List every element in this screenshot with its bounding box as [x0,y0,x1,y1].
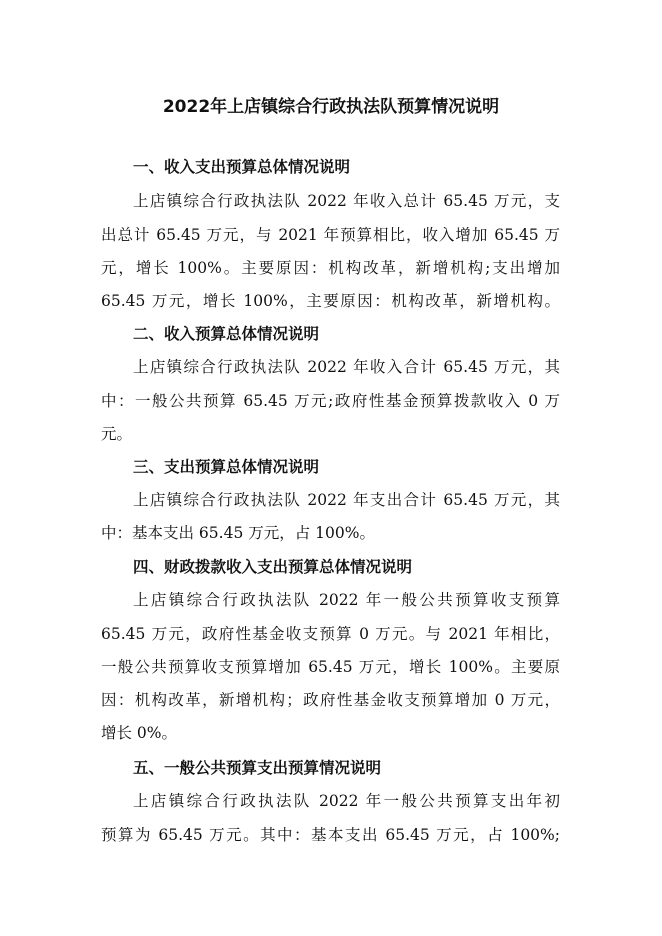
paragraph-line: 65.45 万元，增长 100%，主要原因：机构改革，新增机构。 [101,292,560,310]
section-1-heading: 一、收入支出预算总体情况说明 [133,158,351,176]
section-3-heading: 三、支出预算总体情况说明 [133,458,320,476]
paragraph-line: 增长 0%。 [101,724,178,742]
paragraph-line: 上店镇综合行政执法队 2022 年一般公共预算支出年初 [133,792,560,810]
paragraph-line: 上店镇综合行政执法队 2022 年一般公共预算收支预算 [133,591,560,609]
paragraph-line: 元，增长 100%。主要原因：机构改革，新增机构;支出增加 [101,259,560,277]
paragraph-line: 上店镇综合行政执法队 2022 年支出合计 65.45 万元，其 [133,491,560,509]
paragraph-line: 中：基本支出 65.45 万元，占 100%。 [101,524,375,542]
paragraph-line: 元。 [101,425,133,443]
section-5-heading: 五、一般公共预算支出预算情况说明 [133,759,382,777]
paragraph-line: 上店镇综合行政执法队 2022 年收入总计 65.45 万元，支 [133,192,560,210]
paragraph-line: 因：机构改革，新增机构；政府性基金收支预算增加 0 万元， [101,691,560,709]
paragraph-line: 预算为 65.45 万元。其中：基本支出 65.45 万元，占 100%; [101,826,560,844]
section-2-heading: 二、收入预算总体情况说明 [133,325,320,343]
section-4-heading: 四、财政拨款收入支出预算总体情况说明 [133,558,413,576]
paragraph-line: 一般公共预算收支预算增加 65.45 万元，增长 100%。主要原 [101,658,560,676]
paragraph-line: 出总计 65.45 万元，与 2021 年预算相比，收入增加 65.45 万 [101,226,560,244]
paragraph-line: 上店镇综合行政执法队 2022 年收入合计 65.45 万元，其 [133,358,560,376]
document-title: 2022年上店镇综合行政执法队预算情况说明 [162,97,500,117]
paragraph-line: 中：一般公共预算 65.45 万元;政府性基金预算拨款收入 0 万 [101,392,560,410]
paragraph-line: 65.45 万元，政府性基金收支预算 0 万元。与 2021 年相比， [101,625,560,643]
